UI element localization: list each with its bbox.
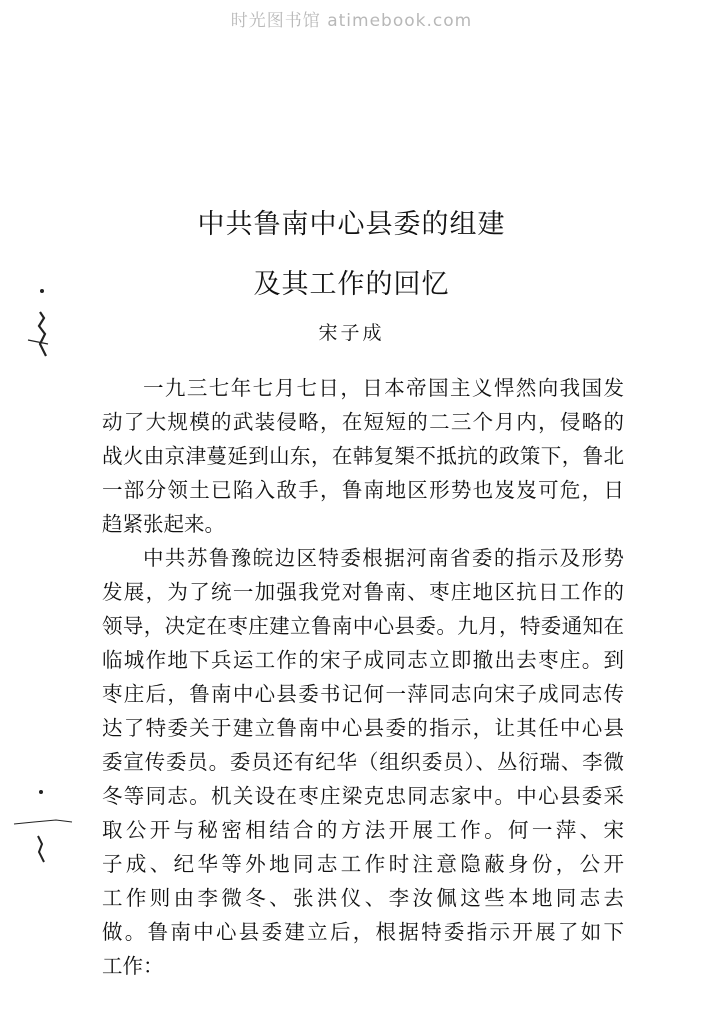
- scan-speck: [39, 790, 43, 794]
- text-line: 领导，决定在枣庄建立鲁南中心县委。九月，特委通知在: [102, 614, 624, 638]
- text-line: 枣庄后，鲁南中心县委书记何一萍同志向宋子成同志传: [102, 682, 624, 706]
- text-line: 工作则由李微冬、张洪仪、李汝佩这些本地同志去: [102, 886, 624, 910]
- text-line: 达了特委关于建立鲁南中心县委的指示，让其任中心县: [102, 716, 624, 740]
- text-line: 工作：: [102, 954, 164, 978]
- text-line: 临城作地下兵运工作的宋子成同志立即撤出去枣庄。到: [102, 648, 624, 672]
- text-line: 战火由京津蔓延到山东，在韩复榘不抵抗的政策下，鲁北: [102, 444, 624, 468]
- text-line: 动了大规模的武装侵略，在短短的二三个月内，侵略的: [102, 410, 624, 434]
- title-line-1: 中共鲁南中心县委的组建: [197, 209, 506, 240]
- text-line: 趋紧张起来。: [102, 512, 225, 536]
- text-line: 发展，为了统一加强我党对鲁南、枣庄地区抗日工作的: [102, 580, 624, 604]
- scan-mark: [38, 836, 44, 862]
- author: 宋子成: [318, 322, 385, 344]
- text-line: 做。鲁南中心县委建立后，根据特委指示开展了如下: [102, 920, 624, 944]
- text-line: 子成、纪华等外地同志工作时注意隐蔽身份，公开: [102, 852, 624, 876]
- text-line: 一九三七年七月七日，日本帝国主义悍然向我国发: [143, 376, 624, 400]
- watermark: 时光图书馆 atimebook.com: [230, 11, 473, 31]
- text-line: 取公开与秘密相结合的方法开展工作。何一萍、宋: [102, 818, 624, 842]
- text-line: 冬等同志。机关设在枣庄梁克忠同志家中。中心县委采: [102, 784, 624, 808]
- text-line: 一部分领土已陷入敌手，鲁南地区形势也岌岌可危，日: [102, 478, 624, 502]
- text-line: 委宣传委员。委员还有纪华（组织委员）、丛衍瑞、李微: [102, 750, 624, 774]
- scan-mark: [14, 820, 72, 824]
- title-line-2: 及其工作的回忆: [253, 269, 450, 300]
- text-line: 中共苏鲁豫皖边区特委根据河南省委的指示及形势: [143, 546, 624, 570]
